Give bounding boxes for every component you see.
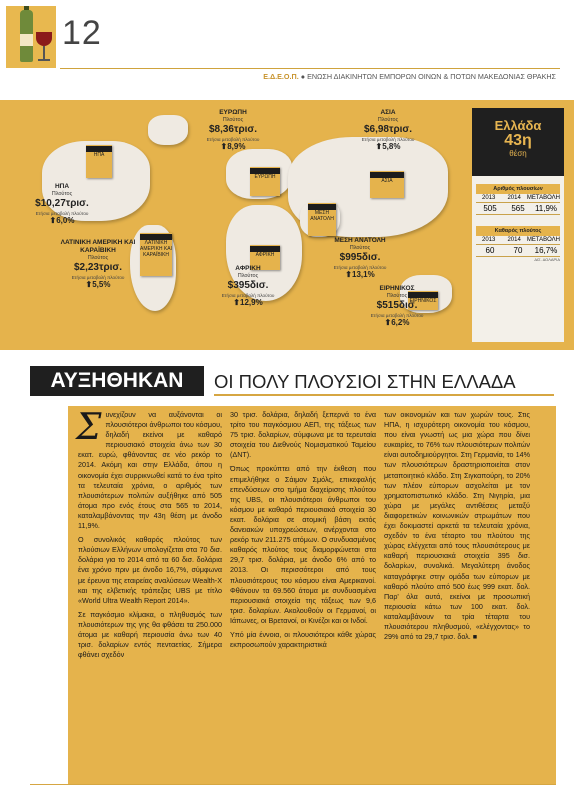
block-label: ΗΠΑ [93, 152, 105, 158]
region-pct [198, 142, 268, 152]
region-block-mideast [308, 203, 336, 236]
cell-value: 70 [513, 246, 523, 255]
glass-foot-icon [38, 59, 50, 61]
region-note: Ετήσια μεταβολή πλούτου [370, 312, 424, 318]
region-note: Ετήσια μεταβολή πλούτου [35, 210, 89, 216]
article-paragraph: Σε παγκόσμιο κλίμακα, ο πληθυσμός των πλουσιότερων της γης θα φθάσει τα 250.000 άτομα με καθαρή περιουσία άνω των 40 τρισ. δολαρίων εντός πενταετίας. Σήμερα φθάνει σχεδόν [78, 609, 222, 660]
region-sub: Πλούτος [222, 117, 244, 124]
region-block-europe [250, 167, 280, 196]
region-name: ΕΙΡΗΝΙΚΟΣ [379, 285, 415, 292]
region-name: ΑΣΙΑ [380, 109, 396, 116]
region-pct [360, 318, 434, 328]
region-name: ΜΕΣΗ ΑΝΑΤΟΛΗ [334, 237, 386, 244]
headline-rest: ΟΙ ΠΟΛΥ ΠΛΟΥΣΙΟΙ ΣΤΗΝ ΕΛΛΑΔΑ [214, 371, 516, 392]
col-header: ΜΕΤΑΒΟΛΗ [526, 237, 560, 243]
cell-value: 60 [485, 246, 495, 255]
region-value: $995δισ. [339, 252, 381, 263]
region-pct-value: 6,2% [391, 318, 410, 328]
block-label: ΑΣΙΑ [381, 178, 393, 184]
up-arrow-icon: ⬆ [220, 142, 228, 152]
greenland-shape [148, 115, 188, 145]
header-rule [60, 68, 560, 69]
region-pct [348, 142, 428, 152]
article-paragraph: των οικονομιών και των χωρών τους. Στις ΗΠΑ, η ισχυρότερη οικονομία του κόσμου, που είναι γνωστή ως μια χώρα που δίνει ευκαιρίες, το 76% των πλουσιότερων πολιτών είναι αυτοδημιούργητοι. Στη Γερμανία, το 14% των πλουσιότερων δραστηριοποιείται στον μεταποιητικό κλάδο. Στη Σιγκαπούρη, το 20% των πλέον εύπορων ασχολείται με τον χρηματοπιστωτικό κλάδο. Στη Νιγηρία, μια χώρα με μεγάλες αντιθέσεις μεταξύ διαφορετικών κοινωνικών στρωμάτων που έχει δοκιμαστεί αρκετά τα τελευταία χρόνια, σχεδόν το ένα τέταρτο του πλούτου της χώρας ελέγχεται από τους πλουσιότερους με καθαρή περιουσιακά στοιχεία 395 δισ. δολαρίων, συνολικά. Μεγαλύτερη άνοδος καταγράφηκε στην ομάδα των εύπορων με καθαρό πλούτο από 500 έως 999 εκατ. δολ. Παρ' όλα αυτά, εκείνοι με προσωπική περιουσία κάτω των 100 εκατ. δολ. καταλαμβάνουν τα τρία τέταρτα του πλουσιότερου πληθυσμού, «ελέγχοντας» το 29% από τα 29,7 τρισ. δολ. ■ [384, 410, 530, 642]
article-column-2 [230, 410, 376, 654]
block-label: ΕΥΡΩΠΗ [254, 174, 276, 180]
glass-stem-icon [43, 46, 45, 60]
region-value: $395δισ. [227, 280, 269, 291]
article-paragraph: 30 τρισ. δολάρια, δηλαδή ξεπερνά το ένα τρίτο του παγκόσμιου ΑΕΠ, της τάξεως των 75 τρισ. δολαρίων, σύμφωνα με τα τερευταία στοιχεία του Διεθνούς Νομισματικού Ταμείου (ΔΝΤ). [230, 410, 376, 460]
region-pct [210, 298, 286, 308]
article-paragraph: Ο συνολικός καθαρός πλούτος των πλούσιων Ελλήνων υπολογίζεται στα 70 δισ. δολάρια για το 2014 από τα 60 δισ. δολάρια ένα χρόνο πριν με άνοδο 16,7%, σύμφωνα με έρευνα της εταιρείας αναλύσεων Wealth-X και της ελβετικής τράπεζας UBS με τίτλο «World Ultra Wealth Report 2014». [78, 535, 222, 605]
region-block-usa [86, 145, 112, 178]
region-value: $8,36τρισ. [208, 124, 258, 135]
region-sub: Πλούτος [237, 273, 259, 280]
region-block-asia [370, 171, 404, 198]
region-label-asia [348, 109, 428, 152]
cell-value: 505 [483, 204, 497, 213]
table-title: Αριθμός πλουσίων [476, 184, 560, 194]
wine-glass-icon [36, 32, 52, 46]
region-value: $10,27τρισ. [35, 198, 89, 209]
sidebar-rank-label: θέση [509, 149, 527, 158]
sidebar-country: Ελλάδα [494, 118, 542, 133]
up-arrow-icon: ⬆ [233, 298, 240, 308]
region-label-europe [198, 109, 268, 152]
region-label-usa [30, 183, 94, 226]
wine-logo [6, 6, 56, 68]
up-arrow-icon: ⬆ [85, 280, 93, 290]
region-sub: Πλούτος [377, 117, 399, 124]
wealthy-count-table [476, 184, 560, 215]
sidebar-rank: 43η [504, 132, 532, 149]
region-sub: Πλούτος [87, 255, 109, 262]
region-sub: Πλούτος [349, 245, 371, 252]
table-value-row [476, 203, 560, 215]
region-pct [30, 216, 94, 226]
region-name: ΗΠΑ [54, 183, 70, 190]
region-pct-value: 12,9% [240, 298, 263, 308]
region-label-africa [210, 265, 286, 308]
header-bullet: ● [300, 72, 308, 81]
article-paragraph: Υπό μία έννοια, οι πλουσιότεροι κάθε χώρας εκπροσωπούν χαρακτηριστικά [230, 629, 376, 650]
article-column-1 [76, 407, 222, 664]
header-organization [263, 72, 556, 81]
region-note: Ετήσια μεταβολή πλούτου [71, 274, 125, 280]
world-map [30, 105, 470, 340]
greece-rank-header [472, 108, 564, 176]
region-label-mideast [320, 237, 400, 280]
region-note: Ετήσια μεταβολή πλούτου [221, 292, 275, 298]
up-arrow-icon: ⬆ [384, 318, 392, 328]
region-label-latam [56, 239, 140, 290]
region-note: Ετήσια μεταβολή πλούτου [333, 264, 387, 270]
region-name: ΕΥΡΩΠΗ [219, 109, 247, 116]
region-pct [56, 280, 140, 290]
block-label: ΕΙΡΗΝΙΚΟΣ [409, 298, 437, 304]
header-brand: Ε.Δ.Ε.Ο.Π. [263, 72, 299, 81]
col-header: 2013 [482, 195, 496, 201]
region-pct-value: 6,0% [56, 216, 75, 226]
region-pct-value: 5,8% [382, 142, 401, 152]
greece-sidebar [472, 108, 564, 342]
region-note: Ετήσια μεταβολή πλούτου [206, 136, 260, 142]
table-value-row [476, 245, 560, 257]
net-wealth-table [476, 226, 560, 262]
region-value: $6,98τρισ. [363, 124, 413, 135]
table-header-row [476, 194, 560, 203]
footer-rule [30, 784, 556, 785]
table-header-row [476, 236, 560, 245]
article-headline [30, 366, 554, 396]
headline-highlight: ΑΥΞΗΘΗΚΑΝ [30, 366, 204, 396]
article-paragraph: υνεχίζουν να αυξάνονται οι πλουσιότεροι άνθρωποι του κόσμου, δηλαδή εκείνοι με καθαρό περιουσιακό στοιχεία άνω των 30 εκατ. ευρώ, φθάνοντας σε νέο ρεκόρ το 2014. Ακόμη και στην Ελλάδα, όπου η οικονομία έχει συρρικνωθεί κατά το ένα τρίτο τα τελευταία χρόνια, ο αριθμός των πλουσιότερων πολιτών αυξήθηκε από 505 άτομα προ ενός έτους στα 565 το 2014, καταλαμβάνοντας την 43η θέση με άνοδο 11,9%. [78, 410, 222, 531]
region-pct-value: 13,1% [352, 270, 375, 280]
up-arrow-icon: ⬆ [375, 142, 383, 152]
page-number: 12 [62, 14, 102, 52]
col-header: 2013 [482, 237, 496, 243]
region-sub: Πλούτος [386, 293, 408, 300]
article-column-3 [384, 410, 530, 646]
region-pct-value: 5,5% [92, 280, 111, 290]
article-paragraph: Όπως προκύπτει από την έκθεση που επιμελήθηκε ο Σάιμον Σμόλς, επικεφαλής επενδύσεων στο τμήμα διαχείρισης πλούτου της UBS, οι πλουσιότεροι άνθρωποι του κόσμου με καθαρό περιουσιακά στοιχεία 30 εκατ. δολάρια σε ατομική βάση εκτός δανειακών υποχρεώσεων, ανέρχονται στο ρεκόρ των 211.275 ατόμων. Ο συνδυασμένος καθαρός πλούτος τους διαμορφώνεται στα 29,7 τρισ. δολάρια, με άνοδο 6% από το 2013. Οι περισσότεροι από τους πλουσιότερους του κόσμου είναι Αμερικανοί. Φθάνουν τα 69.560 άτομα με συνδυασμένα περιουσιακά στοιχεία της τάξεως των 9,6 τρισ. δολαρίων. Ακολουθούν οι Γερμανοί, οι Ιάπωνες, οι Βρετανοί, οι Κινέζοι και οι Ινδοί. [230, 464, 376, 625]
region-block-latam [140, 233, 172, 276]
bottle-label-icon [20, 34, 33, 46]
drop-cap: Σ [76, 407, 102, 448]
region-pct [320, 270, 400, 280]
region-name: ΛΑΤΙΝΙΚΗ ΑΜΕΡΙΚΗ ΚΑΙ ΚΑΡΑΪΒΙΚΗ [60, 239, 136, 255]
header-org-name: ΕΝΩΣΗ ΔΙΑΚΙΝΗΤΩΝ ΕΜΠΟΡΩΝ ΟΙΝΩΝ & ΠΟΤΩΝ ΜΑΚΕΔΟΝΙΑΣ ΘΡΑΚΗΣ [307, 72, 556, 81]
up-arrow-icon: ⬆ [49, 216, 57, 226]
up-arrow-icon: ⬆ [345, 270, 352, 280]
col-header: 2014 [507, 237, 521, 243]
table-title: Καθαρός πλούτος [476, 226, 560, 236]
block-label: ΑΦΡΙΚΗ [255, 252, 275, 258]
region-label-pacific [360, 285, 434, 328]
headline-rule [214, 394, 554, 396]
cell-value: 16,7% [534, 246, 558, 255]
cell-value: 565 [511, 204, 525, 213]
cell-value: 11,9% [534, 204, 558, 213]
col-header: 2014 [507, 195, 521, 201]
region-sub: Πλούτος [51, 191, 73, 198]
region-name: ΑΦΡΙΚΗ [235, 265, 261, 272]
block-label: ΛΑΤΙΝΙΚΗ ΑΜΕΡΙΚΗ ΚΑΙ ΚΑΡΑΪΒΙΚΗ [140, 240, 172, 258]
col-header: ΜΕΤΑΒΟΛΗ [526, 195, 560, 201]
region-pct-value: 8,9% [227, 142, 246, 152]
table-footnote: ΔΙΣ. ΔΟΛΑΡΙΑ [534, 257, 560, 262]
region-value: $515δισ. [376, 300, 418, 311]
region-note: Ετήσια μεταβολή πλούτου [361, 136, 415, 142]
region-value: $2,23τρισ. [73, 262, 123, 274]
block-label: ΜΕΣΗ ΑΝΑΤΟΛΗ [310, 210, 334, 222]
